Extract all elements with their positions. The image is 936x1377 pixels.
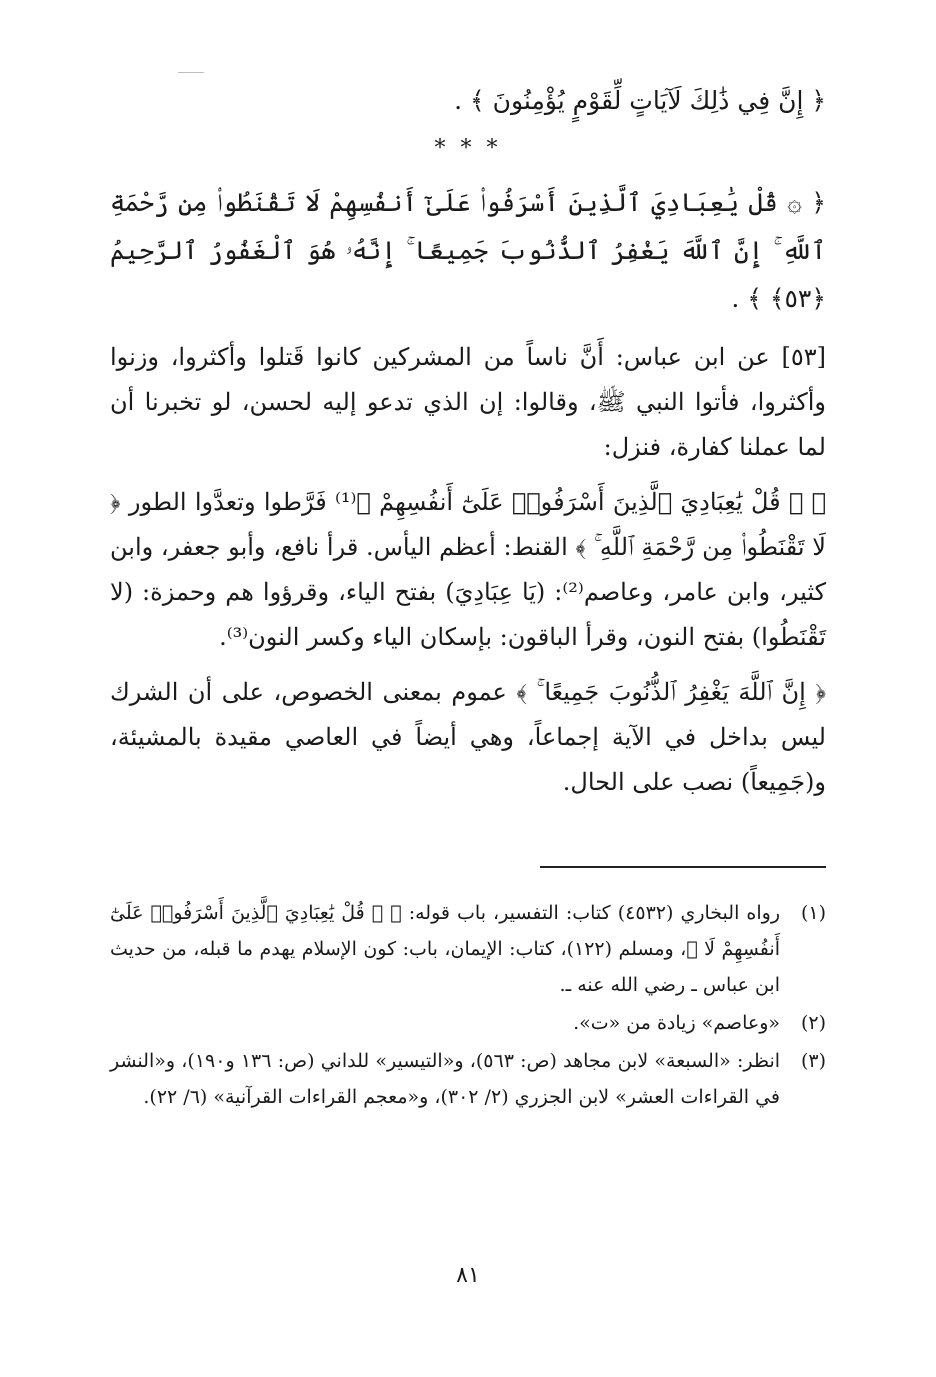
margin-mark — [178, 72, 204, 73]
section-separator: * * * — [434, 136, 502, 161]
footnote-text: رواه البخاري (٤٥٣٢) كتاب: التفسير، باب قوله: ﴿ ۞ قُلْ يَٰعِبَادِيَ ٱلَّذِينَ أَسْرَفُوا۟ عَلَىٰٓ أَنفُسِهِمْ لَا ﴾، ومسلم (١٢٢)، كتاب: الإيمان، باب: كون الإسلام يهدم ما قبله، من حديث ابن عباس ـ رضي الله عنه ـ. — [110, 902, 780, 996]
footnote-divider — [540, 866, 826, 868]
footnote-text: انظر: «السبعة» لابن مجاهد (ص: ٥٦٣)، و«التيسير» للداني (ص: ١٣٦ و١٩٠)، و«النشر في القراءات العشر» لابن الجزري (٢/ ٣٠٢)، و«معجم القراءات القرآنية» (٦/ ٢٢). — [110, 1050, 781, 1108]
commentary-paragraph-1: [٥٣] عن ابن عباس: أَنَّ ناساً من المشركين كانوا قَتلوا وأكثروا، وزنوا وأكثروا، فأتوا النبي ﷺ، وقالوا: إن الذي تدعو إليه لحسن، لو تخبرنا أن لما عملنا كفارة، فنزل: — [110, 343, 826, 461]
footnote-marker: (١) — [800, 902, 826, 924]
page-number: ٨١ — [456, 1263, 480, 1288]
footnote-marker: (٢) — [800, 1012, 826, 1034]
footnote-2 — [110, 1005, 826, 1041]
footnote-text: «وعاصم» زيادة من «ت». — [573, 1012, 780, 1034]
footnote-3 — [110, 1043, 826, 1115]
top-verse: ﴿ إِنَّ فِي ذَٰلِكَ لَآيَاتٍ لِّقَوْمٍ يُؤْمِنُونَ ﴾ . — [454, 86, 826, 115]
main-verse: ﴿ ۞ قُلْ يَٰعِبَادِيَ ٱلَّذِينَ أَسْرَفُوا۟ عَلَىٰٓ أَنفُسِهِمْ لَا تَقْنَطُوا۟ مِن رَّحْمَةِ ٱللَّهِ ۚ إِنَّ ٱللَّهَ يَغْفِرُ ٱلذُّنُوبَ جَمِيعًا ۚ إِنَّهُۥ هُوَ ٱلْغَفُورُ ٱلرَّحِيمُ ﴿٥٣﴾ ﴾ . — [110, 188, 826, 313]
commentary-paragraph-2: ﴿ ۞ قُلْ يَٰعِبَادِيَ ٱلَّذِينَ أَسْرَفُوا۟ عَلَىٰٓ أَنفُسِهِمْ ﴾⁽¹⁾ فَرَّطوا وتعدَّوا الطور ﴿ لَا تَقْنَطُوا۟ مِن رَّحْمَةِ ٱللَّهِ ۚ ﴾ القنط: أعظم اليأس. قرأ نافع، وأبو جعفر، وابن كثير، وابن عامر، وعاصم⁽²⁾: (يَا عِبَادِيَ) بفتح الياء، وقرؤوا هم وحمزة: (لا تَقْنَطُوا) بفتح النون، وقرأ الباقون: بإسكان الياء وكسر النون⁽³⁾. — [110, 488, 827, 651]
main-text — [110, 80, 826, 815]
footnotes — [110, 895, 826, 1117]
footnote-1 — [110, 895, 826, 1003]
footnote-marker: (٣) — [800, 1050, 826, 1072]
commentary-paragraph-3: ﴿ إِنَّ ٱللَّهَ يَغْفِرُ ٱلذُّنُوبَ جَمِيعًا ۚ ﴾ عموم بمعنى الخصوص، على أن الشرك ليس بداخل في الآية إجماعاً، وهي أيضاً في العاصي مقيدة بالمشيئة، و(جَمِيعاً) نصب على الحال. — [110, 678, 826, 796]
